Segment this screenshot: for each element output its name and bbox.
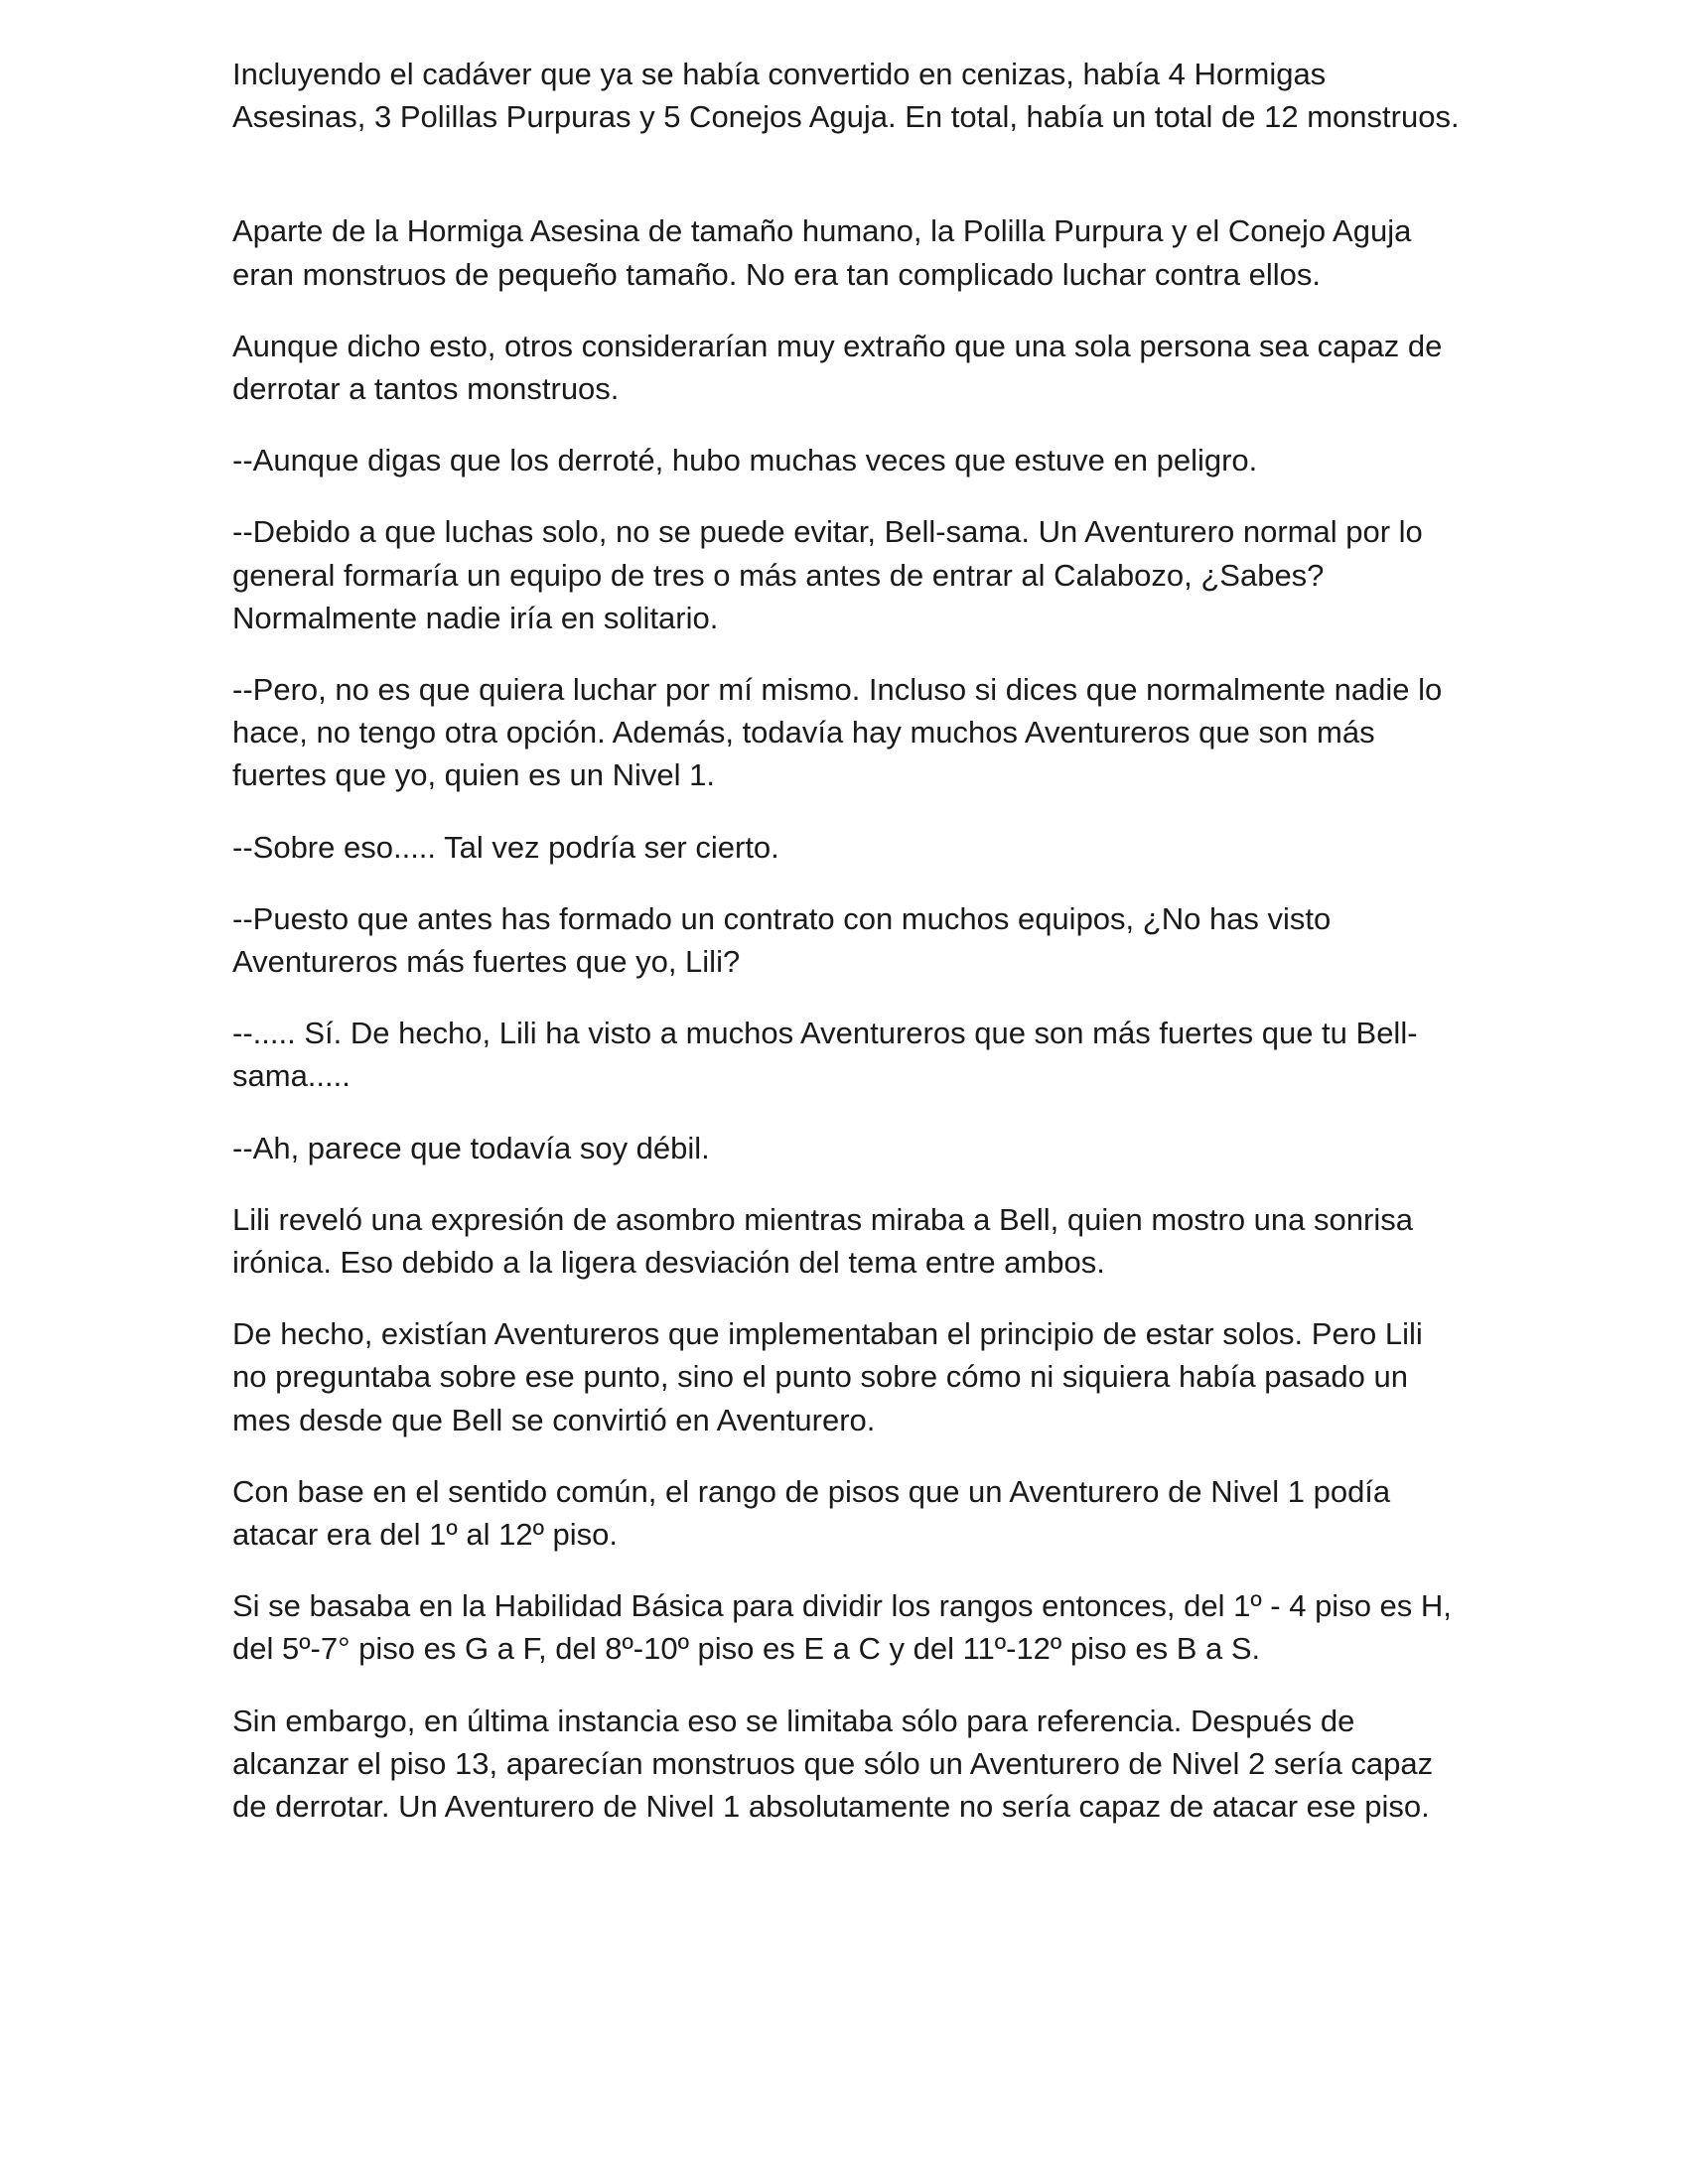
paragraph-12: De hecho, existían Aventureros que implementaban el principio de estar solos. Pero Lili no preguntaba sobre ese punto, sino el punto sobre cómo ni siquiera había pasado un mes desde que Bell se convirtió en Aventurero. [232, 1316, 1423, 1437]
dialogue-line-3: --Pero, no es que quiera luchar por mí mismo. Incluso si dices que normalmente nadie lo hace, no tengo otra opción. Además, todavía hay muchos Aventureros que son más fuertes que yo, quien es un Nivel 1. [232, 672, 1443, 793]
dialogue-line-4: --Sobre eso..... Tal vez podría ser cierto. [232, 829, 779, 865]
dialogue-line-7: --Ah, parece que todavía soy débil. [232, 1130, 710, 1165]
dialogue-line-5: --Puesto que antes has formado un contrato con muchos equipos, ¿No has visto Aventureros más fuertes que yo, Lili? [232, 900, 1332, 980]
paragraph-1: Incluyendo el cadáver que ya se había convertido en cenizas, había 4 Hormigas Asesinas, 3 Polillas Purpuras y 5 Conejos Aguja. En total, había un total de 12 monstruos. [232, 57, 1460, 135]
dialogue-line-6: --..... Sí. De hecho, Lili ha visto a muchos Aventureros que son más fuertes que tu Bell-sama..... [232, 1016, 1418, 1094]
paragraph-3: Aunque dicho esto, otros considerarían muy extraño que una sola persona sea capaz de derrotar a tantos monstruos. [232, 328, 1443, 407]
paragraph-14: Si se basaba en la Habilidad Básica para dividir los rangos entonces, del 1º - 4 piso es H, del 5º-7° piso es G a F, del 8º-10º piso es E a C y del 11º-12º piso es B a S. [232, 1588, 1452, 1667]
paragraph-11: Lili reveló una expresión de asombro mientras miraba a Bell, quien mostro una sonrisa irónica. Eso debido a la ligera desviación del tema entre ambos. [232, 1201, 1413, 1281]
paragraph-15: Sin embargo, en última instancia eso se limitaba sólo para referencia. Después de alcanzar el piso 13, aparecían monstruos que sólo un Aventurero de Nivel 2 sería capaz de derrotar. Un Aventurero de Nivel 1 absolutamente no sería capaz de atacar ese piso. [232, 1703, 1434, 1825]
paragraph-2: Aparte de la Hormiga Asesina de tamaño humano, la Polilla Purpura y el Conejo Aguja eran monstruos de pequeño tamaño. No era tan complicado luchar contra ellos. [232, 213, 1412, 292]
dialogue-line-1: --Aunque digas que los derroté, hubo muchas veces que estuve en peligro. [232, 443, 1258, 478]
dialogue-line-2: --Debido a que luchas solo, no se puede evitar, Bell-sama. Un Aventurero normal por lo general formaría un equipo de tres o más antes de entrar al Calabozo, ¿Sabes? Normalmente nadie iría en solitario. [232, 514, 1423, 635]
paragraph-13: Con base en el sentido común, el rango de pisos que un Aventurero de Nivel 1 podía atacar era del 1º al 12º piso. [232, 1473, 1391, 1553]
document-body [232, 53, 1464, 1856]
